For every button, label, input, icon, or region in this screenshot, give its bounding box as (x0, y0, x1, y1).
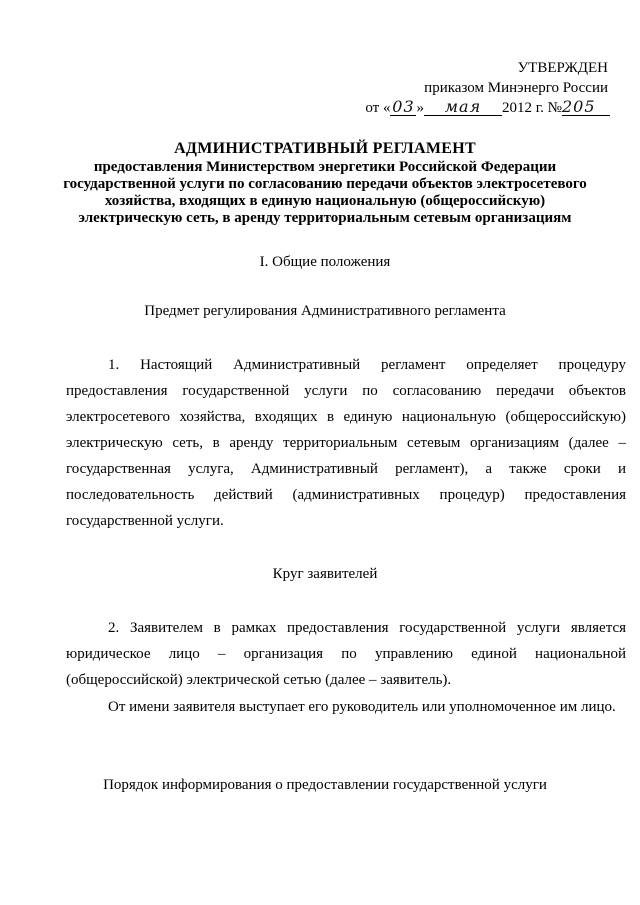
paragraph-1: 1. Настоящий Административный регламент определяет процедуру предоставления государственной услуги по согласованию передачи объектов электросетевого хозяйства, входящих в единую национальную (общероссийскую) электрическую сеть, в аренду территориальным сетевым организациям (далее – государственная услуга, Административный регламент), а также сроки и последовательность действий (административных процедур) предоставления государственной услуги. (66, 357, 626, 529)
title-line-2: государственной услуги по согласованию передачи объектов электросетевого (63, 176, 587, 192)
month-field (424, 97, 502, 116)
handwritten-day: 03 (392, 97, 415, 116)
date-prefix: от « (365, 100, 391, 116)
document-title (60, 140, 590, 227)
number-field (562, 97, 610, 116)
approval-stamp (360, 58, 610, 118)
title-line-1: предоставления Министерством энергетики Российской Федерации (93, 159, 557, 175)
year-text: 2012 г. № (501, 100, 562, 116)
title-line-4: электрическую сеть, в аренду территориальным сетевым организациям (78, 210, 572, 226)
subheading-applicants: Круг заявителей (272, 566, 378, 582)
handwritten-number: 205 (562, 97, 596, 116)
subheading-subject: Предмет регулирования Административного регламента (144, 303, 506, 319)
title-line-3: хозяйства, входящих в единую национальную (общероссийскую) (104, 193, 546, 209)
day-field (390, 97, 416, 116)
paragraph-2: 2. Заявителем в рамках предоставления государственной услуги является юридическое лицо – организация по управлению единой национальной (общероссийской) электрической сетью (далее – заявитель). (66, 620, 626, 688)
section-heading-general: I. Общие положения (259, 254, 391, 270)
title-main: АДМИНИСТРАТИВНЫЙ РЕГЛАМЕНТ (174, 140, 476, 157)
subheading-informing: Порядок информирования о предоставлении государственной услуги (103, 777, 547, 793)
order-line: приказом Минэнерго России (424, 80, 608, 96)
paragraph-3: От имени заявителя выступает его руководитель или уполномоченное им лицо. (108, 699, 616, 715)
handwritten-month: мая (444, 97, 482, 116)
approved-label: УТВЕРЖДЕН (517, 60, 608, 76)
order-date-line (360, 98, 610, 118)
day-suffix: » (416, 100, 424, 116)
